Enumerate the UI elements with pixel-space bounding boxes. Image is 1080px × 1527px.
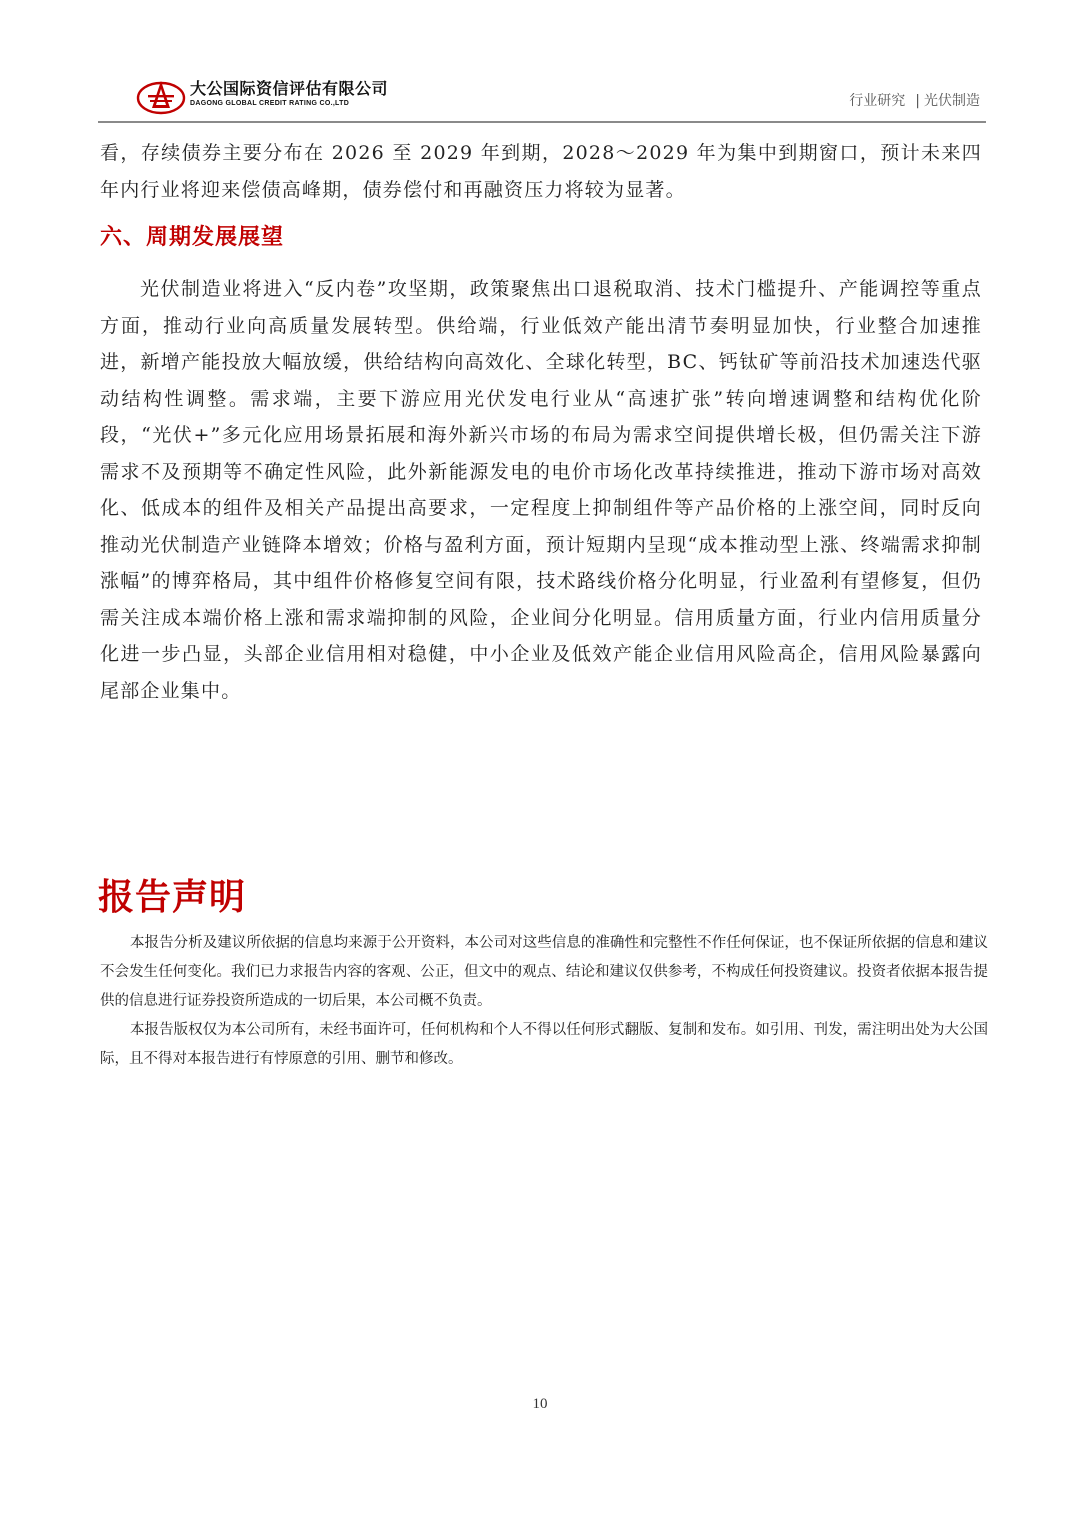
company-name — [190, 79, 388, 109]
subcategory-label: 光伏制造 — [924, 93, 980, 109]
page-number: 10 — [532, 1396, 548, 1412]
dagong-logo-icon — [136, 78, 186, 116]
page-header — [98, 74, 986, 124]
company-name-en: DAGONG GLOBAL CREDIT RATING CO.,LTD — [190, 100, 350, 107]
category-divider: | — [915, 93, 920, 109]
company-name-cn: 大公国际资信评估有限公司 — [190, 79, 389, 98]
section-title: 六、周期发展展望 — [100, 225, 285, 250]
continuation-paragraph: 看，存续债券主要分布在 2026 至 2029 年到期，2028～2029 年为集中到期窗口，预计未来四年内行业将迎来偿债高峰期，债券偿付和再融资压力将较为显著。 — [100, 142, 982, 201]
category-label: 行业研究 — [849, 93, 906, 109]
declaration-paragraph-2: 本报告版权仅为本公司所有，未经书面许可，任何机构和个人不得以任何形式翻版、复制和发布。如引用、刊发，需注明出处为大公国际，且不得对本报告进行有悖原意的引用、删节和修改。 — [100, 1022, 988, 1067]
report-category — [849, 90, 980, 110]
declaration-title: 报告声明 — [98, 876, 247, 918]
header-divider — [98, 121, 986, 123]
declaration-paragraph-1: 本报告分析及建议所依据的信息均来源于公开资料，本公司对这些信息的准确性和完整性不作任何保证，也不保证所依据的信息和建议不会发生任何变化。我们已力求报告内容的客观、公正，但文中的观点、结论和建议仅供参考，不构成任何投资建议。投资者依据本报告提供的信息进行证券投资所造成的一切后果，本公司概不负责。 — [100, 935, 988, 1009]
outlook-paragraph: 光伏制造业将进入“反内卷”攻坚期，政策聚焦出口退税取消、技术门槛提升、产能调控等重点方面，推动行业向高质量发展转型。供给端，行业低效产能出清节奏明显加快，行业整合加速推进，新增产能投放大幅放缓，供给结构向高效化、全球化转型，BC、钙钛矿等前沿技术加速迭代驱动结构性调整。需求端，主要下游应用光伏发电行业从“高速扩张”转向增速调整和结构优化阶段，“光伏+”多元化应用场景拓展和海外新兴市场的布局为需求空间提供增长极，但仍需关注下游需求不及预期等不确定性风险，此外新能源发电的电价市场化改革持续推进，推动下游市场对高效化、低成本的组件及相关产品提出高要求，一定程度上抑制组件等产品价格的上涨空间，同时反向推动光伏制造产业链降本增效；价格与盈利方面，预计短期内呈现“成本推动型上涨、终端需求抑制涨幅”的博弈格局，其中组件价格修复空间有限，技术路线价格分化明显，行业盈利有望修复，但仍需关注成本端价格上涨和需求端抑制的风险，企业间分化明显。信用质量方面，行业内信用质量分化进一步凸显，头部企业信用相对稳健，中小企业及低效产能企业信用风险高企，信用风险暴露向尾部企业集中。 — [100, 278, 982, 702]
